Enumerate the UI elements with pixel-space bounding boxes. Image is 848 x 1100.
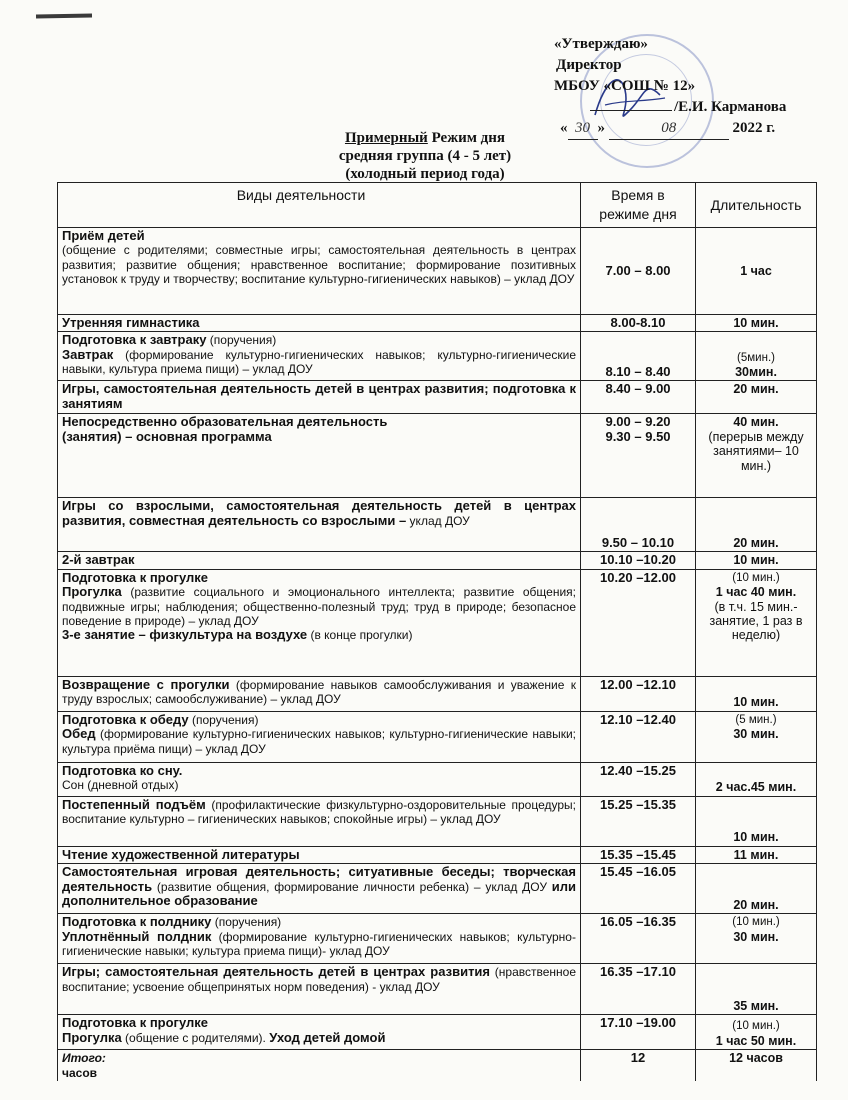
duration-value: 30мин.	[735, 365, 777, 379]
activity-cell	[58, 796, 581, 846]
time-cell	[581, 498, 696, 552]
duration-value: 10 мин.	[733, 553, 779, 568]
time-cell	[581, 846, 696, 863]
activity-details: (поручения)	[206, 333, 277, 348]
duration-value: 10 мин.	[733, 830, 779, 845]
activity-details: (профилактические физкультурно-оздоровительные процедуры; воспитание культурно – гигиенических навыков; спокойные игры) – уклад ДОУ	[62, 797, 576, 827]
duration-value: 10 мин.	[733, 316, 779, 330]
duration-cell	[696, 228, 817, 315]
duration-value: 1 час 50 мин.	[715, 1033, 797, 1048]
activity-cell	[58, 569, 581, 676]
activity-name: Подготовка к завтраку	[62, 332, 207, 348]
time-range: 7.00 – 8.00	[605, 262, 671, 278]
time-range: 12.00 –12.10	[600, 676, 676, 692]
approval-month: 08	[609, 118, 729, 140]
duration-value: 2 час.45 мин.	[715, 780, 797, 795]
daily-schedule-table	[57, 182, 817, 1081]
time-range: 9.00 – 9.20	[605, 414, 671, 430]
activity-details-2: Сон (дневной отдых)	[62, 778, 179, 793]
table-row	[58, 332, 817, 381]
activity-details-2: (общение с родителями).	[121, 1030, 270, 1045]
time-cell	[581, 569, 696, 676]
table-row	[58, 569, 817, 676]
duration-cell	[696, 864, 817, 914]
duration-cell	[696, 762, 817, 796]
activity-details-2: (формирование культурно-гигиенических навыков; культурно-гигиенические навыки; культура приёма пищи) – уклад ДОУ	[62, 727, 576, 756]
approval-signature-line	[540, 97, 830, 118]
table-row	[58, 964, 817, 1015]
approval-date: « 30 » 08 2022 г.	[540, 118, 830, 140]
time-cell	[581, 864, 696, 914]
activity-details: (общение с родителями; совместные игры; самостоятельная деятельность в центрах развития; развитие общения; нравственное воспитание; формирование позитивных установок к труду и творчеству; воспитание культурно-гигиенических навыков) – уклад ДОУ	[62, 243, 576, 287]
table-row	[58, 498, 817, 552]
table-row	[58, 711, 817, 762]
total-label: Итого: часов	[58, 1050, 581, 1081]
activity-name: Самостоятельная игровая деятельность; ситуативные беседы; творческая деятельность	[62, 864, 576, 894]
activity-cell	[58, 676, 581, 711]
time-cell	[581, 1015, 696, 1050]
activity-cell	[58, 711, 581, 762]
activity-details-2: (формирование культурно-гигиенических навыков; культурно-гигиенические навыки, культура приема пищи) – уклад ДОУ	[62, 347, 576, 377]
time-range: 8.40 – 9.00	[605, 381, 671, 397]
time-range: 10.10 –10.20	[600, 552, 676, 568]
activity-name: Подготовка к обеду	[62, 711, 189, 727]
total-time: 12	[581, 1050, 696, 1081]
activity-name: Игры; самостоятельная деятельность детей в центрах развития	[62, 964, 491, 980]
duration-cell	[696, 332, 817, 381]
time-range: 16.35 –17.10	[600, 964, 676, 980]
time-cell	[581, 796, 696, 846]
header-time: Время в режиме дня	[581, 183, 696, 228]
activity-cell	[58, 552, 581, 569]
activity-cell	[58, 846, 581, 863]
duration-prep: (10 мин.)	[732, 1020, 780, 1033]
duration-value: 20 мин.	[733, 897, 779, 912]
table-row	[58, 381, 817, 414]
duration-prep: (10 мин.)	[732, 916, 780, 929]
activity-extra: или дополнительное образование	[62, 878, 576, 909]
time-range: 15.35 –15.45	[600, 846, 676, 862]
activity-name: Игры со взрослыми, самостоятельная деятельность детей в центрах развития, совместная деятельность со взрослыми –	[62, 498, 576, 528]
activity-name: Приём детей	[62, 228, 145, 243]
total-duration: 12 часов	[696, 1050, 817, 1081]
approval-year: 2022 г.	[732, 120, 776, 136]
activity-name-2: Прогулка	[62, 1029, 122, 1045]
time-cell	[581, 228, 696, 315]
duration-prep: (10 мин.)	[732, 571, 780, 584]
duration-cell	[696, 676, 817, 711]
activity-name: Подготовка ко сну.	[62, 762, 183, 778]
activity-details: (развитие общения, формирование личности ребенка) – уклад ДОУ	[152, 879, 552, 894]
duration-cell	[696, 381, 817, 414]
time-cell	[581, 964, 696, 1015]
table-row	[58, 864, 817, 914]
activity-name: Подготовка к прогулке	[62, 569, 209, 585]
activity-cell	[58, 315, 581, 332]
activity-cell	[58, 964, 581, 1015]
table-row	[58, 796, 817, 846]
activity-name: Игры, самостоятельная деятельность детей в центрах развития; подготовка к занятиям	[62, 381, 576, 411]
activity-details: (поручения)	[211, 915, 282, 930]
activity-details: уклад ДОУ	[406, 513, 470, 528]
time-cell	[581, 914, 696, 964]
header-activity: Виды деятельности	[58, 183, 581, 228]
table-header-row	[58, 183, 817, 228]
total-row	[58, 1050, 817, 1081]
activity-name: Подготовка к полднику	[62, 914, 212, 930]
approval-director-name: /Е.И. Карманова	[674, 99, 787, 115]
duration-cell	[696, 498, 817, 552]
duration-value: 20 мин.	[733, 536, 779, 550]
activity-cell	[58, 914, 581, 964]
table-row	[58, 914, 817, 964]
time-range-2: 9.30 – 9.50	[605, 428, 671, 444]
activity-name: 2-й завтрак	[62, 552, 135, 568]
time-range: 17.10 –19.00	[600, 1015, 676, 1031]
duration-prep: (5 мин.)	[735, 713, 777, 726]
activity-name: Возвращение с прогулки	[62, 676, 230, 692]
duration-value: 1 час	[740, 263, 772, 278]
table-row	[58, 414, 817, 498]
duration-cell	[696, 569, 817, 676]
header-duration: Длительность	[696, 183, 817, 228]
table-row	[58, 315, 817, 332]
activity-details-2: (формирование культурно-гигиенических навыков; культурно-гигиенические навыки; культура приема пищи)- уклад ДОУ	[62, 929, 576, 959]
activity-name: Чтение художественной литературы	[62, 846, 300, 862]
time-cell	[581, 332, 696, 381]
scan-artifact	[36, 14, 92, 19]
activity-name-2: Обед	[62, 726, 96, 742]
activity-name-2: Завтрак	[62, 346, 114, 362]
table-row	[58, 762, 817, 796]
time-cell	[581, 676, 696, 711]
duration-cell	[696, 552, 817, 569]
time-cell	[581, 381, 696, 414]
time-cell	[581, 414, 696, 498]
duration-value: 11 мин.	[733, 847, 779, 862]
time-range: 8.00-8.10	[610, 315, 666, 330]
duration-note: (перерыв между занятиями– 10 мин.)	[708, 429, 804, 473]
document-title: Примерный Режим дня средняя группа (4 - 5 лет) (холодный период года)	[338, 130, 512, 182]
activity-cell	[58, 864, 581, 914]
time-cell	[581, 552, 696, 569]
approval-block	[540, 34, 830, 140]
activity-name: Постепенный подъём	[62, 796, 206, 812]
duration-cell	[696, 414, 817, 498]
activity-cell	[58, 228, 581, 315]
activity-details-2: (развитие социального и эмоционального интеллекта; развитие общения; подвижные игры; наблюдения; общественно-полезный труд; труд в природе; безопасное поведение в природе) – уклад ДОУ	[62, 585, 576, 629]
activity-cell	[58, 762, 581, 796]
time-cell	[581, 711, 696, 762]
approval-position: Директор	[556, 57, 622, 73]
time-range: 15.25 –15.35	[600, 796, 676, 812]
time-range: 9.50 – 10.10	[601, 535, 675, 550]
duration-value: 10 мин.	[733, 695, 779, 710]
activity-name-2: Прогулка	[62, 584, 122, 600]
duration-cell	[696, 964, 817, 1015]
duration-cell	[696, 1015, 817, 1050]
activity-details: (поручения)	[188, 712, 259, 727]
duration-prep: (5мин.)	[737, 351, 775, 364]
activity-details-3: (в конце прогулки)	[307, 628, 413, 643]
table-row	[58, 846, 817, 863]
duration-cell	[696, 914, 817, 964]
duration-value: 30 мин.	[733, 929, 779, 944]
activity-cell	[58, 414, 581, 498]
duration-value: 20 мин.	[733, 382, 779, 397]
activity-cell	[58, 1015, 581, 1050]
duration-cell	[696, 315, 817, 332]
approval-school: МБОУ «СОШ № 12»	[554, 78, 696, 94]
activity-name-3: Уход детей домой	[269, 1029, 386, 1045]
duration-value: 35 мин.	[733, 998, 779, 1013]
time-range: 12.40 –15.25	[600, 762, 676, 778]
duration-cell	[696, 711, 817, 762]
activity-cell	[58, 381, 581, 414]
table-row	[58, 552, 817, 569]
activity-details: (нравственное воспитание; усвоение общепринятых норм поведения) - уклад ДОУ	[62, 965, 576, 994]
activity-name: Непосредственно образовательная деятельность	[62, 414, 388, 430]
activity-details: (формирование навыков самообслуживания и уважение к труду взрослых; самообслуживание) – уклад ДОУ	[62, 677, 576, 707]
activity-name-2: Уплотнённый полдник	[62, 928, 212, 944]
table-row	[58, 228, 817, 315]
approval-heading: «Утверждаю»	[554, 36, 648, 52]
activity-cell	[58, 332, 581, 381]
duration-cell	[696, 846, 817, 863]
table-row	[58, 676, 817, 711]
duration-value: 1 час 40 мин.	[715, 585, 797, 600]
time-range: 15.45 –16.05	[600, 864, 676, 880]
duration-note: (в т.ч. 15 мин.- занятие, 1 раз в неделю)	[709, 599, 803, 643]
activity-name-2: (занятия) – основная программа	[62, 428, 272, 444]
table-row	[58, 1015, 817, 1050]
activity-name-3: 3-е занятие – физкультура на воздухе	[62, 627, 308, 643]
time-range: 8.10 – 8.40	[605, 364, 671, 379]
time-range: 10.20 –12.00	[600, 569, 676, 585]
time-range: 16.05 –16.35	[600, 914, 676, 930]
activity-name: Утренняя гимнастика	[62, 315, 200, 330]
duration-value: 30 мин.	[733, 727, 779, 742]
duration-value: 40 мин.	[733, 415, 779, 430]
time-cell	[581, 762, 696, 796]
activity-name: Подготовка к прогулке	[62, 1015, 209, 1031]
duration-cell	[696, 796, 817, 846]
approval-day: 30	[568, 118, 598, 140]
time-range: 12.10 –12.40	[600, 711, 676, 727]
activity-cell	[58, 498, 581, 552]
time-cell	[581, 315, 696, 332]
